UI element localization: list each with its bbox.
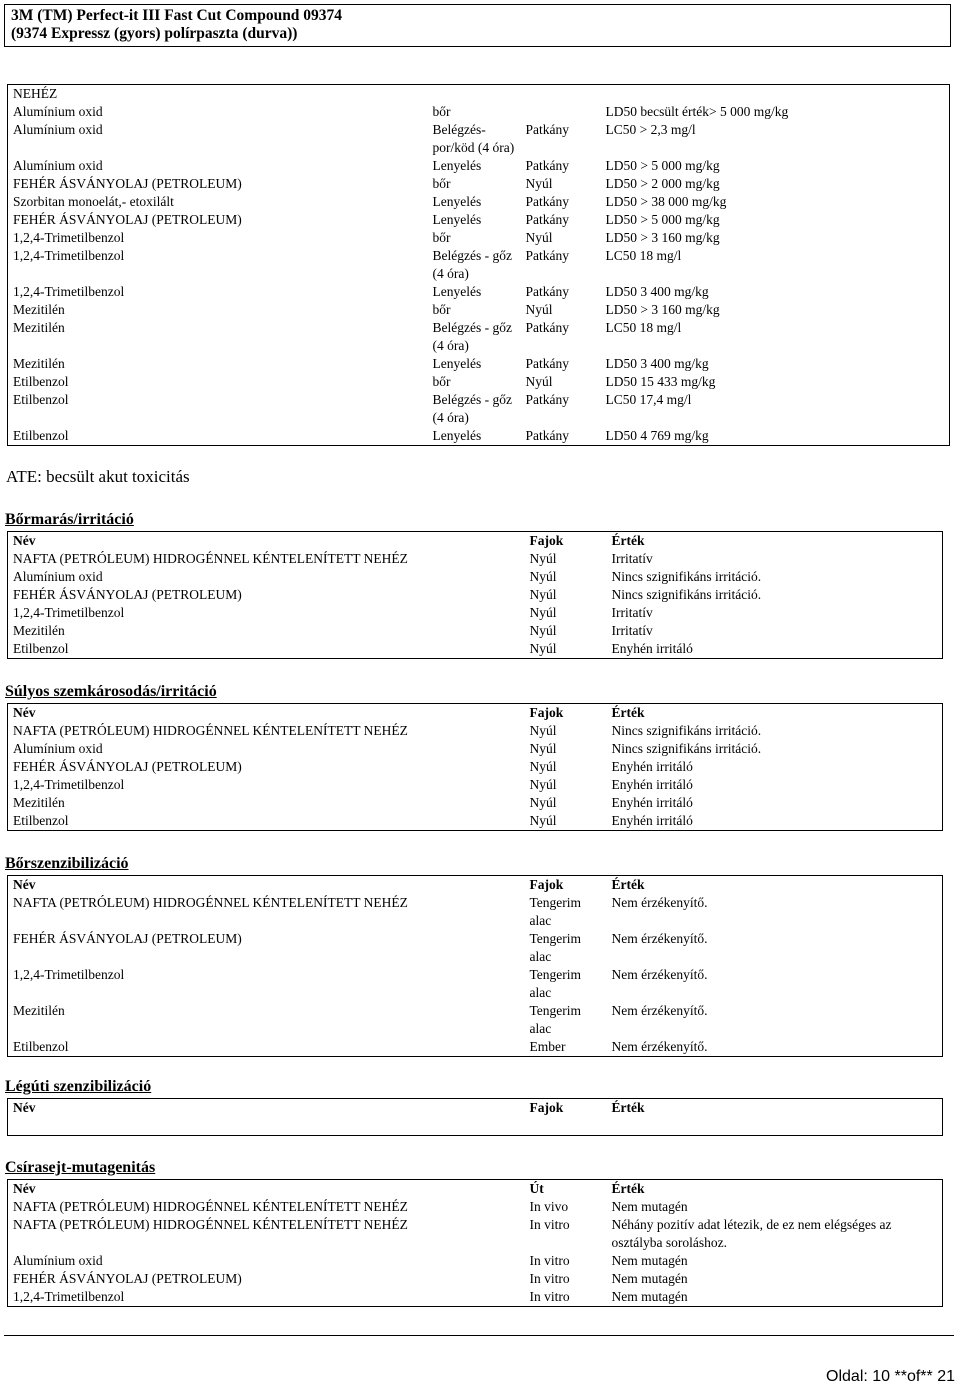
table-cell xyxy=(521,103,601,121)
table-row xyxy=(8,1038,943,1057)
table-row xyxy=(8,740,943,758)
table-cell: Patkány xyxy=(525,356,569,371)
table-cell: Nyúl xyxy=(529,623,557,638)
table-cell: Etilbenzol xyxy=(13,641,69,656)
table-row xyxy=(8,1270,943,1288)
section-title-resp: Légúti szenzibilizáció xyxy=(5,1078,152,1095)
table-cell: Mezitilén xyxy=(13,795,65,810)
table-cell: Nyúl xyxy=(529,569,557,584)
table-cell: Lenyelés xyxy=(432,284,482,299)
section-title-skin: Bőrmarás/irritáció xyxy=(5,511,134,528)
table-cell: Nem mutagén xyxy=(611,1253,688,1268)
table-cell: LD50 3 400 mg/kg xyxy=(605,356,709,371)
table-cell: Patkány xyxy=(525,194,569,209)
table-cell: FEHÉR ÁSVÁNYOLAJ (PETROLEUM) xyxy=(13,931,242,946)
table-cell: Tengerim alac xyxy=(529,931,582,964)
table-cell: Néhány pozitív adat létezik, de ez nem elégséges az osztályba soroláshoz. xyxy=(611,1217,892,1250)
table-row xyxy=(8,586,943,604)
table-header-row xyxy=(8,704,943,723)
table-cell: NAFTA (PETRÓLEUM) HIDROGÉNNEL KÉNTELENÍTETT NEHÉZ xyxy=(13,895,408,910)
page-number: Oldal: 10 **of** 21 xyxy=(826,1368,955,1385)
table-muta xyxy=(7,1179,943,1307)
table-cell: Nyúl xyxy=(529,759,557,774)
table-cell: LD50 3 400 mg/kg xyxy=(605,284,709,299)
table-row xyxy=(8,622,943,640)
footer-divider xyxy=(4,1335,954,1336)
table-cell: Nyúl xyxy=(525,302,553,317)
table-cell: bőr xyxy=(432,374,451,389)
table-cell: Nyúl xyxy=(529,813,557,828)
table-row xyxy=(8,812,943,831)
table-cell: Nem mutagén xyxy=(611,1271,688,1286)
table-cell: LD50 becsült érték> 5 000 mg/kg xyxy=(605,104,789,119)
acute-table-row xyxy=(8,193,950,211)
table-cell: Mezitilén xyxy=(13,302,65,317)
table-cell: Irritatív xyxy=(611,605,653,620)
section-title-sens: Bőrszenzibilizáció xyxy=(5,855,129,872)
table-cell: Etilbenzol xyxy=(13,1039,69,1054)
table-cell: Nem érzékenyítő. xyxy=(611,1039,708,1054)
acute-table-row xyxy=(8,301,950,319)
table-cell: Alumínium oxid xyxy=(13,1253,103,1268)
table-row xyxy=(8,776,943,794)
acute-toxicity-table xyxy=(7,84,950,446)
acute-table-row xyxy=(8,427,950,446)
table-cell: Lenyelés xyxy=(432,356,482,371)
table-cell: Nem érzékenyítő. xyxy=(611,1003,708,1018)
table-cell: Etilbenzol xyxy=(13,813,69,828)
column-header: Név xyxy=(13,877,36,892)
table-cell: Belégzés-por/köd (4 óra) xyxy=(432,122,515,155)
table-cell: Enyhén irritáló xyxy=(611,641,693,656)
table-row xyxy=(8,758,943,776)
table-header-row xyxy=(8,532,943,551)
table-cell: Nyúl xyxy=(529,641,557,656)
table-cell: Enyhén irritáló xyxy=(611,813,693,828)
table-cell: LC50 18 mg/l xyxy=(605,248,682,263)
table-cell: Nem érzékenyítő. xyxy=(611,967,708,982)
table-cell: FEHÉR ÁSVÁNYOLAJ (PETROLEUM) xyxy=(13,759,242,774)
table-cell: 1,2,4-Trimetilbenzol xyxy=(13,967,125,982)
table-row xyxy=(8,894,943,930)
column-header: Név xyxy=(13,1181,36,1196)
column-header: Érték xyxy=(611,533,645,548)
acute-table-row xyxy=(8,283,950,301)
table-cell: Enyhén irritáló xyxy=(611,795,693,810)
table-cell: 1,2,4-Trimetilbenzol xyxy=(13,284,125,299)
table-cell: Irritatív xyxy=(611,623,653,638)
table-row xyxy=(8,604,943,622)
table-cell: Ember xyxy=(529,1039,566,1054)
table-cell xyxy=(428,85,521,104)
table-cell: Mezitilén xyxy=(13,623,65,638)
product-header xyxy=(4,4,951,47)
table-cell: LD50 > 3 160 mg/kg xyxy=(605,230,720,245)
acute-table-row xyxy=(8,373,950,391)
section-title-eye: Súlyos szemkárosodás/irritáció xyxy=(5,683,217,700)
table-cell: In vitro xyxy=(529,1289,570,1304)
acute-table-row xyxy=(8,391,950,427)
acute-table-row xyxy=(8,229,950,247)
acute-table-row xyxy=(8,355,950,373)
table-cell: Nincs szignifikáns irritáció. xyxy=(611,723,762,738)
table-cell: LD50 > 3 160 mg/kg xyxy=(605,302,720,317)
table-cell: Nem érzékenyítő. xyxy=(611,895,708,910)
table-cell: LC50 18 mg/l xyxy=(605,320,682,335)
table-eye xyxy=(7,703,943,831)
table-cell: Nyúl xyxy=(529,587,557,602)
table-cell: Patkány xyxy=(525,158,569,173)
acute-table-row xyxy=(8,211,950,229)
column-header: Út xyxy=(529,1181,544,1196)
table-cell: Nyúl xyxy=(525,374,553,389)
acute-table-row xyxy=(8,247,950,283)
table-cell: In vitro xyxy=(529,1271,570,1286)
table-cell: Enyhén irritáló xyxy=(611,759,693,774)
acute-table-row xyxy=(8,85,950,104)
table-cell: Nyúl xyxy=(529,723,557,738)
table-cell: NAFTA (PETRÓLEUM) HIDROGÉNNEL KÉNTELENÍTETT NEHÉZ xyxy=(13,723,408,738)
table-row xyxy=(8,930,943,966)
table-cell: Etilbenzol xyxy=(13,428,69,443)
table-cell: Enyhén irritáló xyxy=(611,777,693,792)
column-header: Név xyxy=(13,533,36,548)
table-cell: bőr xyxy=(432,302,451,317)
table-cell: bőr xyxy=(432,230,451,245)
table-cell: LD50 > 38 000 mg/kg xyxy=(605,194,727,209)
table-cell: Nincs szignifikáns irritáció. xyxy=(611,587,762,602)
table-cell: NAFTA (PETRÓLEUM) HIDROGÉNNEL KÉNTELENÍTETT NEHÉZ xyxy=(13,1217,408,1232)
acute-table-row xyxy=(8,121,950,157)
table-cell: LD50 15 433 mg/kg xyxy=(605,374,716,389)
table-cell: Nincs szignifikáns irritáció. xyxy=(611,569,762,584)
table-cell: Nyúl xyxy=(529,605,557,620)
table-cell: Mezitilén xyxy=(13,320,65,335)
table-cell: Lenyelés xyxy=(432,212,482,227)
table-cell: Etilbenzol xyxy=(13,392,69,407)
product-subtitle: (9374 Expressz (gyors) polírpaszta (durva)) xyxy=(11,25,298,42)
table-cell: LD50 4 769 mg/kg xyxy=(605,428,709,443)
table-row xyxy=(8,1252,943,1270)
table-cell: Patkány xyxy=(525,392,569,407)
table-cell: Lenyelés xyxy=(432,158,482,173)
table-cell: Nem mutagén xyxy=(611,1199,688,1214)
table-cell: NEHÉZ xyxy=(13,86,58,101)
table-cell: Nyúl xyxy=(529,741,557,756)
table-cell: Szorbitan monoelát,- etoxilált xyxy=(13,194,174,209)
table-cell: Belégzés - gőz (4 óra) xyxy=(432,392,512,425)
table-header-row xyxy=(8,1099,943,1136)
acute-table-row xyxy=(8,319,950,355)
table-cell: NAFTA (PETRÓLEUM) HIDROGÉNNEL KÉNTELENÍTETT NEHÉZ xyxy=(13,551,408,566)
table-cell: Belégzés - gőz (4 óra) xyxy=(432,248,512,281)
table-cell: FEHÉR ÁSVÁNYOLAJ (PETROLEUM) xyxy=(13,176,242,191)
acute-table-row xyxy=(8,157,950,175)
table-cell: 1,2,4-Trimetilbenzol xyxy=(13,605,125,620)
table-cell: FEHÉR ÁSVÁNYOLAJ (PETROLEUM) xyxy=(13,212,242,227)
table-cell: Patkány xyxy=(525,428,569,443)
table-cell: Irritatív xyxy=(611,551,653,566)
table-cell: Tengerim alac xyxy=(529,1003,582,1036)
table-cell: 1,2,4-Trimetilbenzol xyxy=(13,777,125,792)
table-row xyxy=(8,568,943,586)
acute-table-row xyxy=(8,175,950,193)
table-cell: Lenyelés xyxy=(432,194,482,209)
column-header: Érték xyxy=(611,1181,645,1196)
table-cell: Nem érzékenyítő. xyxy=(611,931,708,946)
table-cell: Patkány xyxy=(525,212,569,227)
table-cell: Nyúl xyxy=(525,230,553,245)
table-cell: Tengerim alac xyxy=(529,967,582,1000)
table-row xyxy=(8,1198,943,1216)
table-header-row xyxy=(8,876,943,895)
column-header: Érték xyxy=(611,1100,645,1115)
table-cell: Patkány xyxy=(525,284,569,299)
table-cell: Nincs szignifikáns irritáció. xyxy=(611,741,762,756)
table-sens xyxy=(7,875,943,1057)
table-row xyxy=(8,794,943,812)
column-header: Fajok xyxy=(529,533,564,548)
table-cell: LC50 > 2,3 mg/l xyxy=(605,122,696,137)
column-header: Érték xyxy=(611,705,645,720)
table-cell: NAFTA (PETRÓLEUM) HIDROGÉNNEL KÉNTELENÍTETT NEHÉZ xyxy=(13,1199,408,1214)
table-cell: Belégzés - gőz (4 óra) xyxy=(432,320,512,353)
ate-note: ATE: becsült akut toxicitás xyxy=(6,467,190,486)
table-cell: Alumínium oxid xyxy=(13,122,103,137)
table-cell: Nem mutagén xyxy=(611,1289,688,1304)
table-cell: Nyúl xyxy=(529,795,557,810)
table-cell xyxy=(521,85,601,104)
table-cell: LD50 > 5 000 mg/kg xyxy=(605,212,720,227)
table-cell: Nyúl xyxy=(525,176,553,191)
table-cell: LD50 > 5 000 mg/kg xyxy=(605,158,720,173)
table-cell: Patkány xyxy=(525,320,569,335)
table-cell: 1,2,4-Trimetilbenzol xyxy=(13,1289,125,1304)
table-cell: Nyúl xyxy=(529,777,557,792)
table-cell: bőr xyxy=(432,104,451,119)
table-cell: bőr xyxy=(432,176,451,191)
table-row xyxy=(8,722,943,740)
table-cell: Etilbenzol xyxy=(13,374,69,389)
table-row xyxy=(8,1216,943,1252)
column-header: Fajok xyxy=(529,1100,564,1115)
table-header-row xyxy=(8,1180,943,1199)
table-cell: In vitro xyxy=(529,1253,570,1268)
table-cell: In vitro xyxy=(529,1217,570,1232)
table-cell: Tengerim alac xyxy=(529,895,582,928)
table-cell: 1,2,4-Trimetilbenzol xyxy=(13,248,125,263)
table-cell: FEHÉR ÁSVÁNYOLAJ (PETROLEUM) xyxy=(13,1271,242,1286)
column-header: Név xyxy=(13,705,36,720)
table-cell: LD50 > 2 000 mg/kg xyxy=(605,176,720,191)
table-cell: Alumínium oxid xyxy=(13,158,103,173)
section-title-muta: Csírasejt-mutagenitás xyxy=(5,1159,156,1176)
acute-table-row xyxy=(8,103,950,121)
table-cell: FEHÉR ÁSVÁNYOLAJ (PETROLEUM) xyxy=(13,587,242,602)
table-cell: Mezitilén xyxy=(13,1003,65,1018)
table-cell: Patkány xyxy=(525,122,569,137)
table-row xyxy=(8,1002,943,1038)
table-cell: Patkány xyxy=(525,248,569,263)
table-cell: In vivo xyxy=(529,1199,569,1214)
table-cell: LC50 17,4 mg/l xyxy=(605,392,692,407)
table-row xyxy=(8,1288,943,1307)
table-cell: Alumínium oxid xyxy=(13,741,103,756)
table-skin xyxy=(7,531,943,659)
table-cell xyxy=(601,85,950,104)
table-row xyxy=(8,550,943,568)
table-cell: Alumínium oxid xyxy=(13,104,103,119)
table-cell: 1,2,4-Trimetilbenzol xyxy=(13,230,125,245)
column-header: Érték xyxy=(611,877,645,892)
table-cell: Mezitilén xyxy=(13,356,65,371)
column-header: Név xyxy=(13,1100,36,1115)
column-header: Fajok xyxy=(529,877,564,892)
table-row xyxy=(8,966,943,1002)
table-cell: Nyúl xyxy=(529,551,557,566)
table-row xyxy=(8,640,943,659)
table-resp xyxy=(7,1098,943,1136)
table-cell: Lenyelés xyxy=(432,428,482,443)
column-header: Fajok xyxy=(529,705,564,720)
table-cell: Alumínium oxid xyxy=(13,569,103,584)
product-title: 3M (TM) Perfect-it III Fast Cut Compound 09374 xyxy=(11,7,343,24)
